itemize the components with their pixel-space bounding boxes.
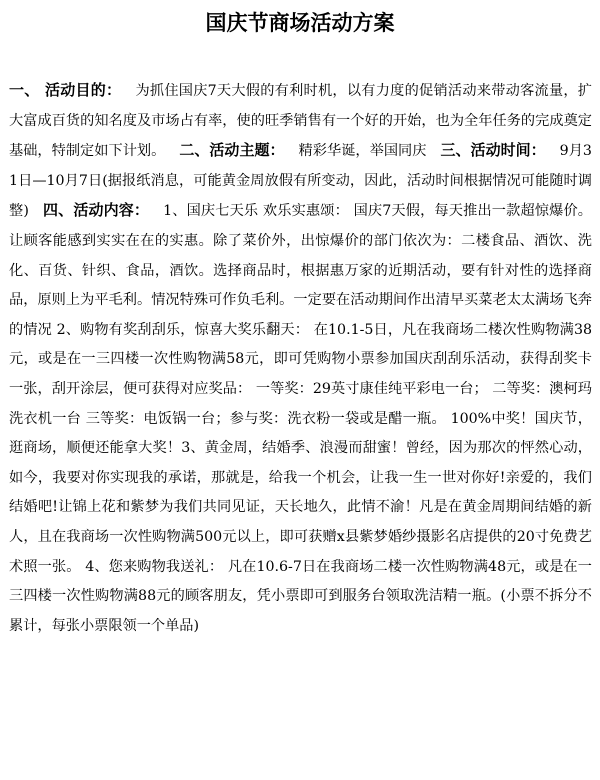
- section-3-heading: 三、活动时间：: [440, 141, 546, 160]
- document-body: [9, 76, 592, 641]
- document-title: 国庆节商场活动方案: [205, 11, 395, 35]
- section-1-text: 为抓住国庆7天大假的有利时机，以有力度的促销活动来带动客流量，扩大富成百货的知名度及市场占有率，使的旺季销售有一个好的开始，也为全年任务的完成奠定基础，特制定如下计划。: [9, 83, 592, 160]
- section-2-text: 精彩华诞，举国同庆: [298, 143, 427, 160]
- section-3-text: 9月31日—10月7日(据报纸消息，可能黄金周放假有所变动，因此，活动时间根据情况可能随时调整): [9, 143, 592, 220]
- section-2-heading: 二、活动主题：: [179, 141, 285, 160]
- section-4-heading: 四、活动内容：: [42, 201, 150, 220]
- section-1-heading: 一、 活动目的：: [9, 81, 122, 99]
- section-4-text: 1、国庆七天乐 欢乐实惠颂： 国庆7天假，每天推出一款超惊爆价。让顾客能感到实实在在的实惠。除了菜价外，出惊爆价的部门依次为：二楼食品、酒饮、洗化、百货、针织、食品，酒饮。选择商品时，根据惠万家的近期活动，要有针对性的选择商品，原则上为平毛利。情况特殊可作负毛利。一定要在活动期间作出清早买菜老太太满场飞奔的情况 2、购物有奖刮刮乐，惊喜大奖乐翻天： 在10.1-5日，凡在我商场二楼次性购物满38元，或是在一三四楼一次性购物满58元，即可凭购物小票参加国庆刮刮乐活动，获得刮奖卡一张，刮开涂层，便可获得对应奖品： 一等奖：29英寸康佳纯平彩电一台； 二等奖：澳柯玛洗衣机一台 三等奖：电饭锅一台；参与奖：洗衣粉一袋或是醋一瓶。 100%中奖！国庆节，逛商场，顺便还能拿大奖！3、黄金周，结婚季、浪漫而甜蜜！曾经，因为那次的怦然心动，如今，我要对你实现我的承诺，那就是，给我一个机会，让我一生一世对你好!亲爱的，我们结婚吧!让锦上花和紫梦为我们共同见证，天长地久，此情不渝！凡是在黄金周期间结婚的新人，且在我商场一次性购物满500元以上，即可获赠x县紫梦婚纱摄影名店提供的20寸免费艺术照一张。 4、您来购物我送礼： 凡在10.6-7日在我商场二楼一次性购物满48元，或是在一三四楼一次性购物满88元的顾客朋友，凭小票即可到服务台领取洗洁精一瓶。(小票不拆分不累计，每张小票限领一个单品): [9, 203, 592, 634]
